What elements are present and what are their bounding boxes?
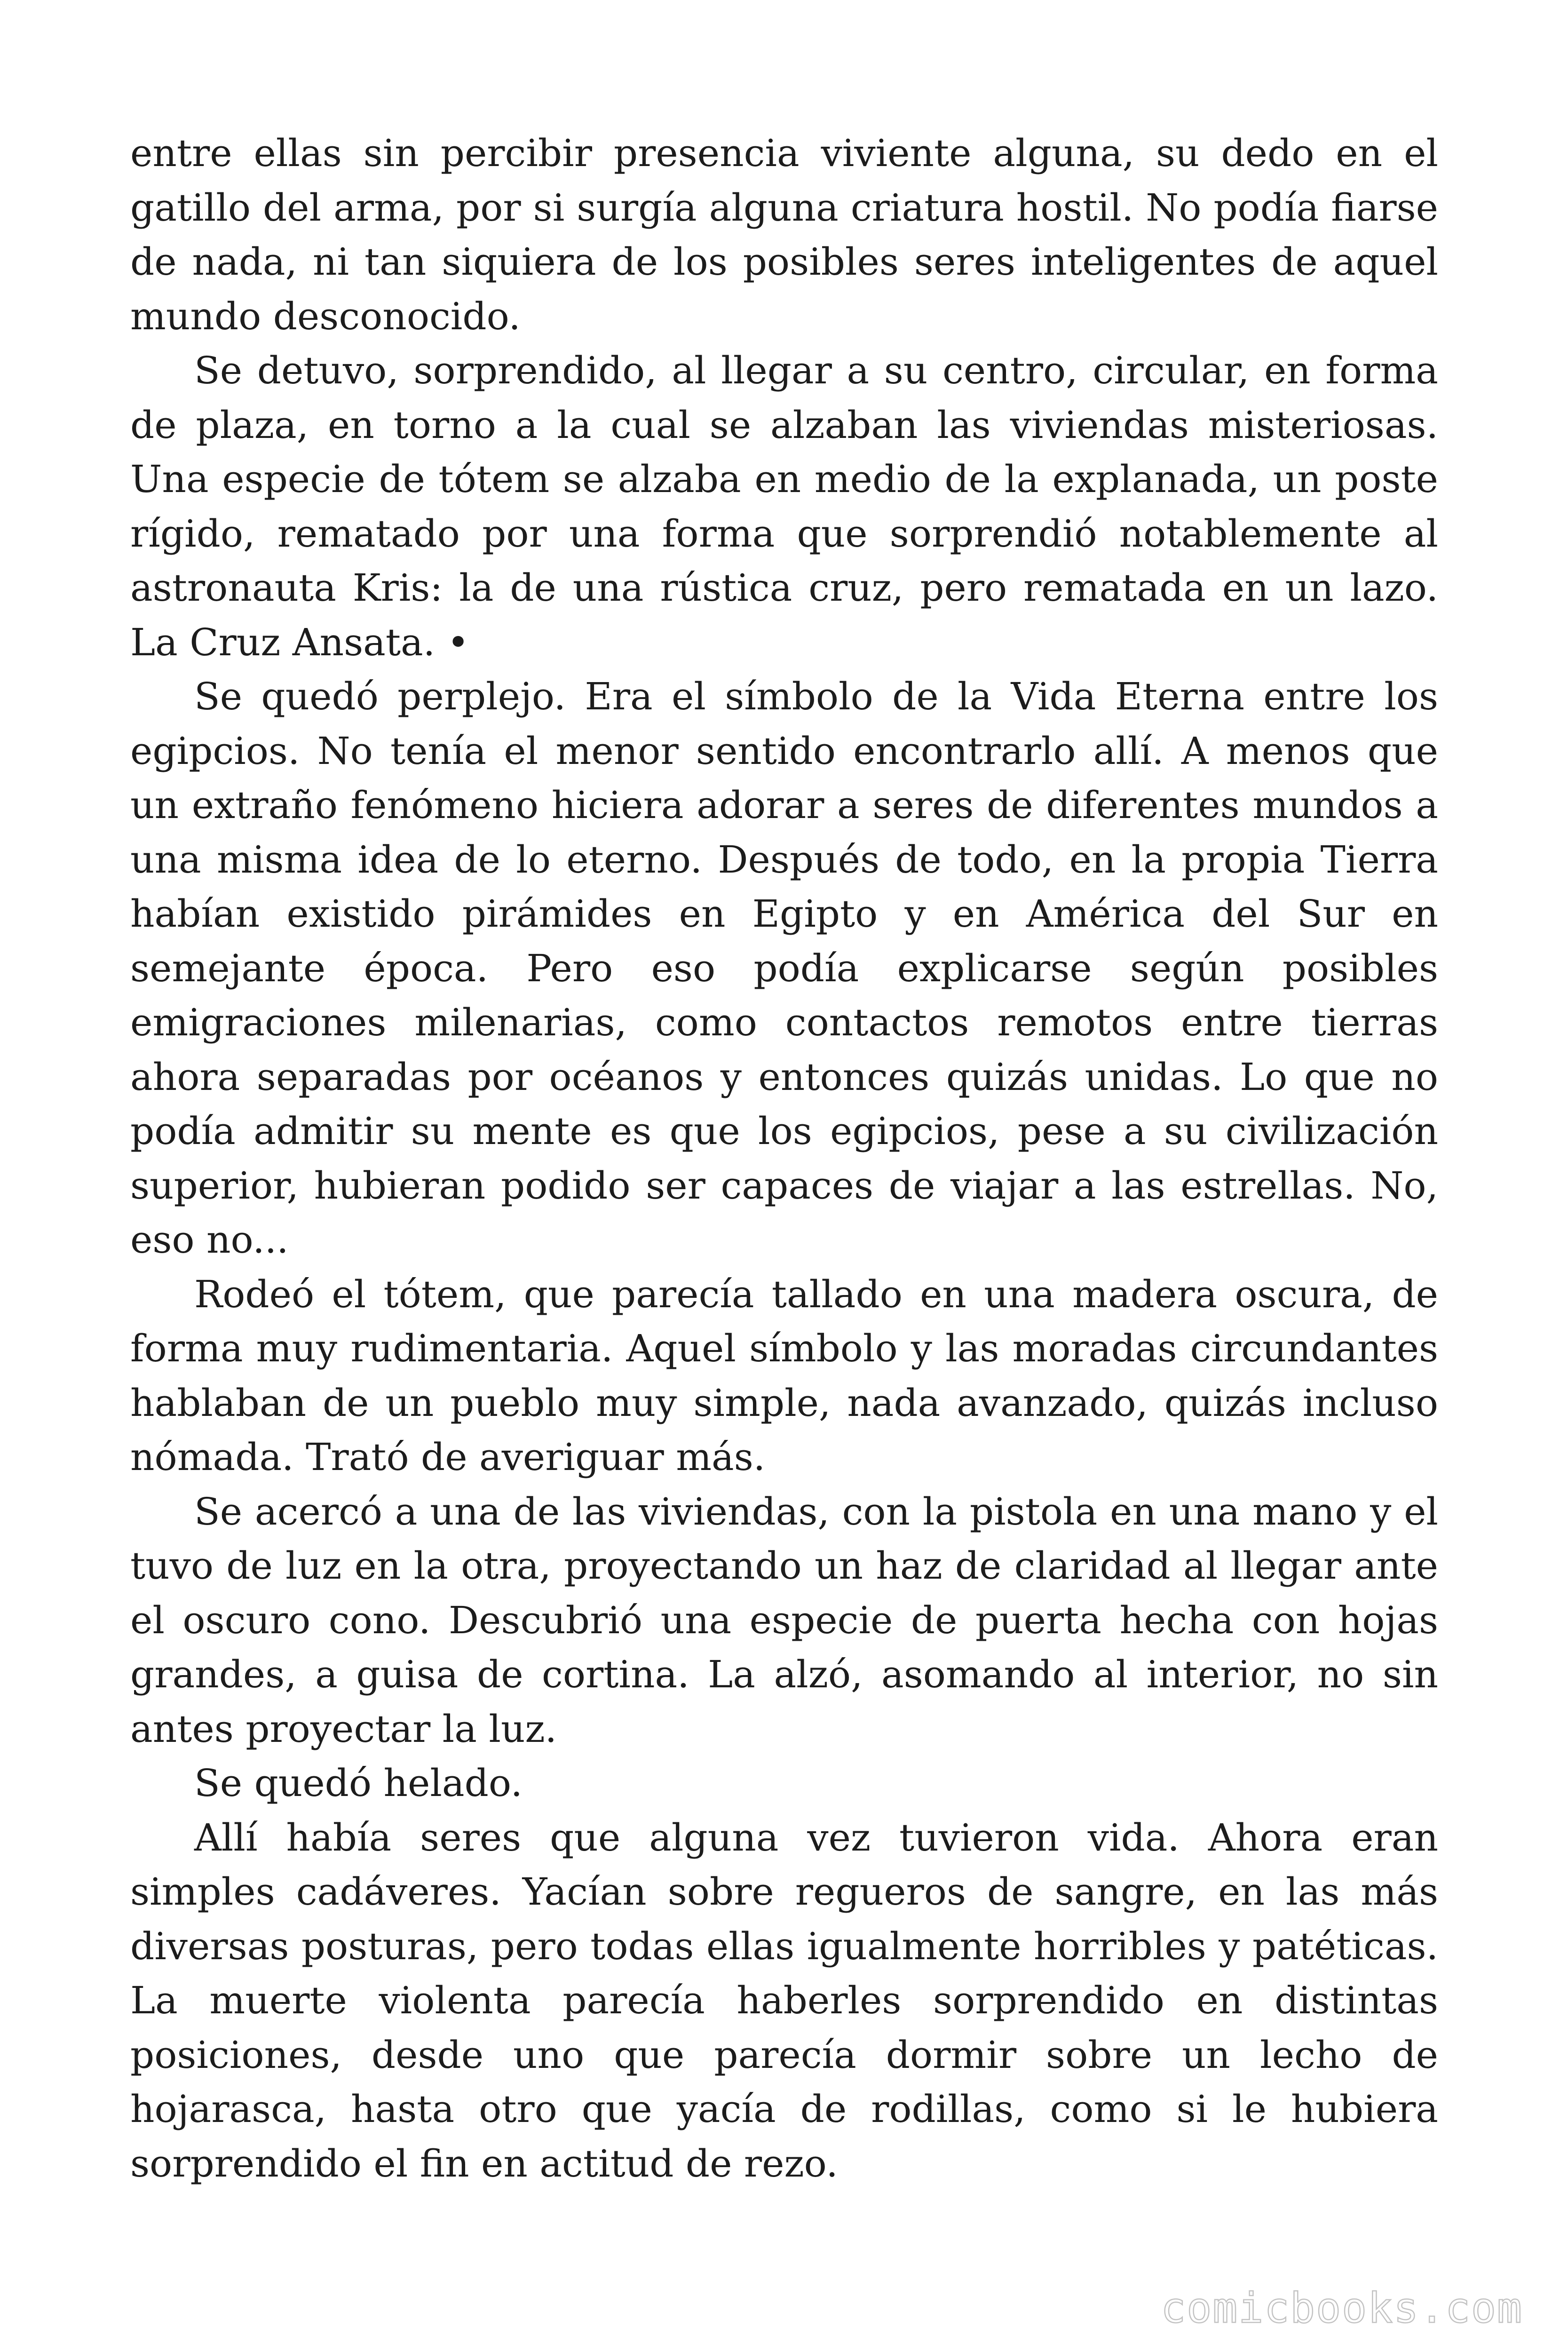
page-body-text [130,126,1438,2191]
paragraph-3: Se quedó perplejo. Era el símbolo de la Vida Eterna entre los egipcios. No tenía el menor sentido encontrarlo allí. A menos que un extraño fenómeno hiciera adorar a seres de diferentes mundos a una misma idea de lo eterno. Después de todo, en la propia Tierra habían existido pirámides en Egipto y en América del Sur en semejante época. Pero eso podía explicarse según posibles emigraciones milenarias, como contactos remotos entre tierras ahora separadas por océanos y entonces quizás unidas. Lo que no podía admitir su mente es que los egipcios, pese a su civilización superior, hubieran podido ser capaces de viajar a las estrellas. No, eso no... [130,675,1438,1262]
paragraph-5: Se acercó a una de las viviendas, con la pistola en una mano y el tuvo de luz en la otra, proyectando un haz de claridad al llegar ante el oscuro cono. Descubrió una especie de puerta hecha con hojas grandes, a guisa de cortina. La alzó, asomando al interior, no sin antes proyectar la luz. [130,1489,1438,1751]
paragraph-2: Se detuvo, sorprendido, al llegar a su centro, circular, en forma de plaza, en torno a la cual se alzaban las viviendas misteriosas. Una especie de tótem se alzaba en medio de la explanada, un poste rígido, rematado por una forma que sorprendió notablemente al astronauta Kris: la de una rústica cruz, pero rematada en un lazo. La Cruz Ansata. • [130,349,1438,664]
paragraph-4: Rodeó el tótem, que parecía tallado en una madera oscura, de forma muy rudimentaria. Aquel símbolo y las moradas circundantes hablaban de un pueblo muy simple, nada avanzado, quizás incluso nómada. Trató de averiguar más. [130,1272,1438,1479]
paragraph-1: entre ellas sin percibir presencia viviente alguna, su dedo en el gatillo del arma, por si surgía alguna criatura hostil. No podía fiarse de nada, ni tan siquiera de los posibles seres inteligentes de aquel mundo desconocido. [130,131,1438,338]
paragraph-7: Allí había seres que alguna vez tuvieron vida. Ahora eran simples cadáveres. Yacían sobre regueros de sangre, en las más diversas posturas, pero todas ellas igualmente horribles y patéticas. La muerte violenta parecía haberles sorprendido en distintas posiciones, desde uno que parecía dormir sobre un lecho de hojarasca, hasta otro que yacía de rodillas, como si le hubiera sorprendido el fin en actitud de rezo. [130,1815,1438,2185]
site-watermark: comicbooks.com [1161,2284,1523,2332]
paragraph-6: Se quedó helado. [194,1761,523,1805]
